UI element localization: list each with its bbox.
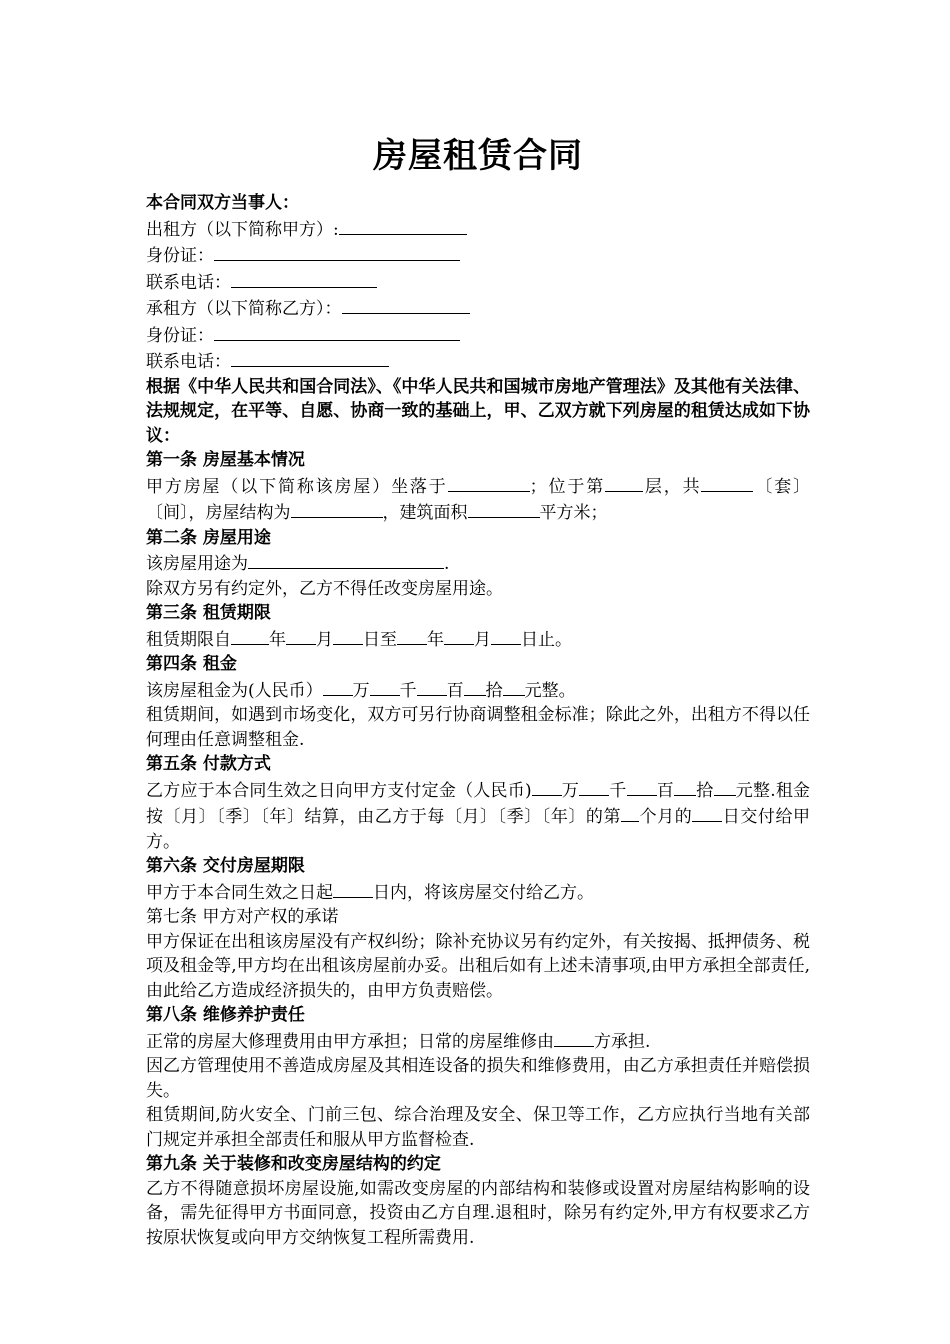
art4-text-1: 该房屋租金为(人民币） bbox=[146, 680, 323, 701]
article-6-body bbox=[146, 879, 810, 906]
article-5-heading: 第五条 付款方式 bbox=[146, 754, 271, 774]
art3-text-3: 月 bbox=[316, 629, 333, 650]
article-3-body bbox=[146, 626, 810, 653]
art3-text-6: 月 bbox=[474, 629, 491, 650]
article-3-heading: 第三条 租赁期限 bbox=[146, 603, 271, 623]
art4-text-6: 元整。 bbox=[524, 680, 576, 701]
art8-text-2: 方承担. bbox=[594, 1031, 651, 1052]
lessee-label: 承租方（以下简称乙方）： bbox=[146, 299, 342, 319]
article-9-heading: 第九条 关于装修和改变房屋结构的约定 bbox=[146, 1154, 441, 1174]
deposit-shi-blank bbox=[674, 777, 696, 796]
article-2-body bbox=[146, 550, 810, 577]
art5-text-5: 拾 bbox=[696, 780, 714, 801]
art5-text-8: 日交付给甲方。 bbox=[146, 807, 811, 852]
article-4-para-2: 租赁期间，如遇到市场变化，双方可另行协商调整租金标准；除此之外，出租方不得以任何理由任意调整租金. bbox=[146, 705, 810, 750]
article-2-heading: 第二条 房屋用途 bbox=[146, 527, 271, 548]
end-day-blank bbox=[491, 626, 521, 645]
art4-text-3: 千 bbox=[399, 680, 417, 701]
lessee-phone-line bbox=[146, 348, 810, 375]
art3-text-1: 租赁期限自 bbox=[146, 629, 231, 650]
art1-text-2: ；位于第 bbox=[529, 476, 606, 497]
lessor-id-blank bbox=[214, 242, 460, 261]
article-8-para-3: 租赁期间,防火安全、门前三包、综合治理及安全、保卫等工作，乙方应执行当地有关部门规定并承担全部责任和服从甲方监督检查. bbox=[146, 1105, 810, 1150]
lessor-name-blank bbox=[339, 216, 467, 235]
art1-text-6: 平方米； bbox=[539, 503, 608, 523]
art4-text-4: 百 bbox=[446, 680, 464, 701]
article-8-body bbox=[146, 1028, 810, 1055]
lessee-phone-blank bbox=[231, 348, 389, 367]
article-7-heading: 第七条 甲方对产权的承诺 bbox=[146, 907, 339, 927]
article-8-para-2: 因乙方管理使用不善造成房屋及其相连设备的损失和维修费用，由乙方承担责任并赔偿损失。 bbox=[146, 1056, 810, 1101]
art3-text-4: 日至 bbox=[363, 629, 397, 650]
article-6-heading: 第六条 交付房屋期限 bbox=[146, 856, 305, 876]
art4-text-5: 拾 bbox=[485, 680, 503, 701]
article-1-heading: 第一条 房屋基本情况 bbox=[146, 450, 305, 470]
art4-text-2: 万 bbox=[352, 680, 370, 701]
area-blank bbox=[468, 499, 540, 518]
location-blank bbox=[448, 473, 530, 492]
art1-text-3: 层，共 bbox=[643, 476, 702, 497]
art5-text-7: 个月的 bbox=[639, 807, 693, 827]
art3-text-2: 年 bbox=[269, 629, 286, 650]
lessee-id-label: 身份证： bbox=[146, 325, 214, 346]
art6-text-2: 日内，将该房屋交付给乙方。 bbox=[373, 882, 594, 903]
lessee-id-line bbox=[146, 322, 810, 349]
art3-text-7: 日止。 bbox=[521, 629, 572, 650]
start-year-blank bbox=[231, 626, 269, 645]
end-year-blank bbox=[397, 626, 427, 645]
rent-shi-blank bbox=[464, 677, 486, 696]
deposit-wan-blank bbox=[532, 777, 562, 796]
usage-blank bbox=[248, 550, 444, 569]
article-4-body bbox=[146, 677, 810, 704]
art5-text-2: 万 bbox=[561, 780, 580, 801]
article-7-body: 甲方保证在出租该房屋没有产权纠纷；除补充协议另有约定外，有关按揭、抵押债务、税项及租金等,甲方均在出租该房屋前办妥。出租后如有上述未清事项,由甲方承担全部责任,由此给乙方造成经济损失的，由甲方负责赔偿。 bbox=[146, 931, 810, 1001]
lessee-id-blank bbox=[214, 322, 460, 341]
article-9-body: 乙方不得随意损坏房屋设施,如需改变房屋的内部结构和装修或设置对房屋结构影响的设备，需先征得甲方书面同意，投资由乙方自理.退租时，除另有约定外,甲方有权要求乙方按原状恢复或向甲方交纳恢复工程所需费用. bbox=[146, 1178, 810, 1248]
art5-text-6: 元整.租金按〔月〕〔季〕〔年〕结算，由乙方于每〔月〕〔季〕〔年〕的第 bbox=[146, 780, 811, 827]
delivery-days-blank bbox=[333, 879, 373, 898]
deposit-yuan-blank bbox=[714, 777, 736, 796]
payment-day-blank bbox=[692, 803, 722, 822]
page-title: 房屋租赁合同 bbox=[373, 136, 583, 176]
rent-bai-blank bbox=[417, 677, 447, 696]
lessor-line bbox=[146, 216, 810, 243]
rent-yuan-blank bbox=[503, 677, 525, 696]
art3-text-5: 年 bbox=[427, 629, 444, 650]
floor-blank bbox=[605, 473, 643, 492]
art1-text-4: 〔套〕〔间〕，房屋结构为 bbox=[146, 476, 811, 523]
payment-period-blank bbox=[621, 803, 639, 822]
contract-page bbox=[146, 128, 810, 1250]
lessor-label: 出租方（以下简称甲方）: bbox=[146, 219, 339, 240]
total-floors-blank bbox=[701, 473, 753, 492]
start-month-blank bbox=[286, 626, 316, 645]
deposit-qian-blank bbox=[579, 777, 609, 796]
deposit-bai-blank bbox=[627, 777, 657, 796]
article-2-para-2: 除双方另有约定外，乙方不得任改变房屋用途。 bbox=[146, 578, 503, 599]
art5-text-4: 百 bbox=[656, 780, 675, 801]
start-day-blank bbox=[333, 626, 363, 645]
art6-text-1: 甲方于本合同生效之日起 bbox=[146, 882, 333, 903]
rent-qian-blank bbox=[370, 677, 400, 696]
lessee-name-blank bbox=[342, 295, 470, 314]
article-8-heading: 第八条 维修养护责任 bbox=[146, 1005, 305, 1025]
lessor-phone-blank bbox=[231, 269, 377, 288]
lessor-phone-line bbox=[146, 269, 810, 296]
lessor-id-line bbox=[146, 242, 810, 269]
article-5-body bbox=[146, 777, 810, 855]
art1-text-5: ，建筑面积 bbox=[382, 503, 468, 523]
end-month-blank bbox=[444, 626, 474, 645]
preamble: 根据《中华人民共和国合同法》、《中华人民共和国城市房地产管理法》及其他有关法律、法规规定，在平等、自愿、协商一致的基础上，甲、乙双方就下列房屋的租赁达成如下协议： bbox=[146, 376, 810, 446]
lessee-phone-label: 联系电话： bbox=[146, 352, 231, 372]
structure-blank bbox=[291, 499, 383, 518]
article-1-body bbox=[146, 473, 810, 526]
art2-text-2: . bbox=[444, 554, 450, 574]
repair-party-blank bbox=[554, 1028, 594, 1047]
art2-text-1: 该房屋用途为 bbox=[146, 554, 248, 574]
parties-intro: 本合同双方当事人： bbox=[146, 193, 299, 213]
article-4-heading: 第四条 租金 bbox=[146, 654, 237, 674]
lessor-id-label: 身份证： bbox=[146, 246, 214, 266]
art5-text-3: 千 bbox=[609, 780, 627, 801]
art1-text-1: 甲方房屋（以下简称该房屋）坐落于 bbox=[146, 476, 448, 497]
lessee-line bbox=[146, 295, 810, 322]
lessor-phone-label: 联系电话： bbox=[146, 272, 231, 293]
art5-text-1: 乙方应于本合同生效之日向甲方支付定金（人民币) bbox=[146, 780, 532, 801]
rent-wan-blank bbox=[323, 677, 353, 696]
art8-text-1: 正常的房屋大修理费用由甲方承担；日常的房屋维修由 bbox=[146, 1031, 554, 1052]
